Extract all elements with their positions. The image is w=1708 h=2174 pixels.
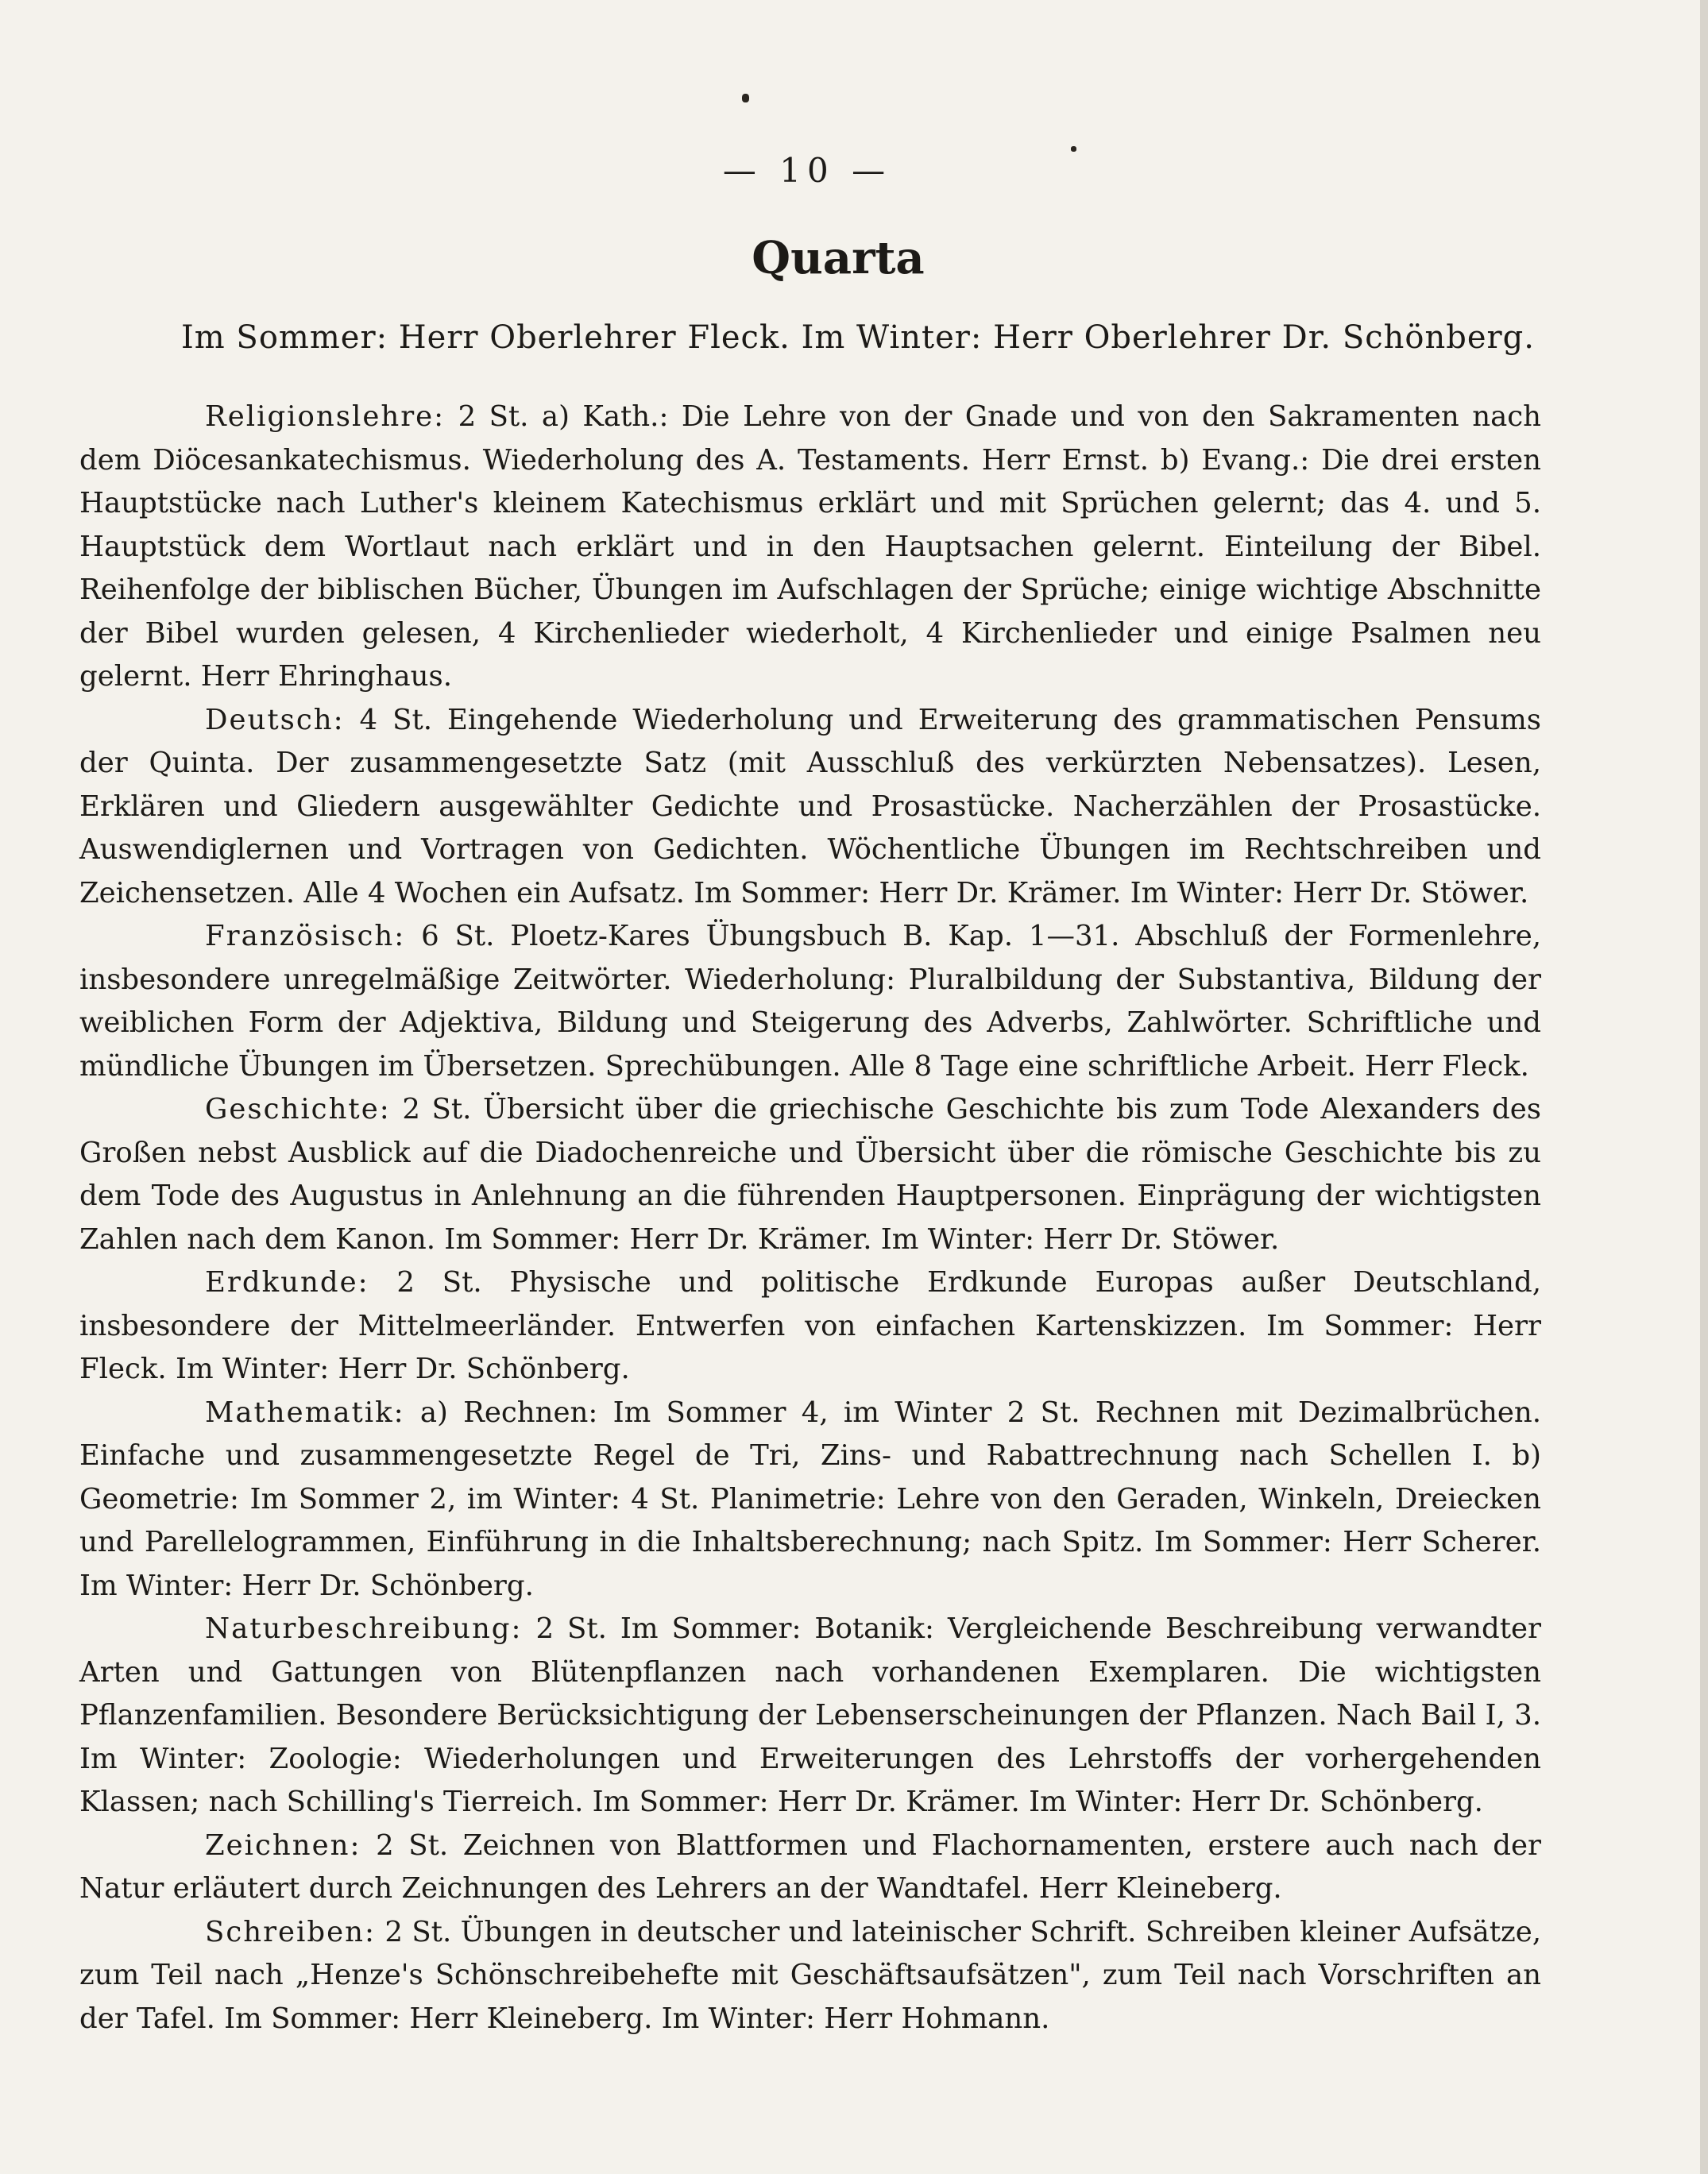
section-text: 2 St. Im Sommer: Botanik: Vergleichende Beschreibung verwandter Arten und Gattungen von Blütenpflanzen nach vorhandenen Exemplaren. Die wichtigsten Pflanzenfamilien. Besondere Berücksichtigung der Lebenserscheinungen der Pflanzen. Nach Bail I, 3. Im Winter: Zoologie: Wiederholungen und Erweiterungen des Lehrstoffs der vorhergehenden Klassen; nach Schilling's Tierreich. Im Sommer: Herr Dr. Krämer. Im Winter: Herr Dr. Schönberg. xyxy=(79,1612,1541,1818)
page-number: — 10 — xyxy=(722,151,892,190)
section-franzoesisch xyxy=(79,915,1541,1088)
ink-speck xyxy=(742,94,749,102)
section-naturbeschreibung xyxy=(79,1608,1541,1825)
section-text: 2 St. Physische und politische Erdkunde Europas außer Deutschland, insbesondere der Mittelmeerländer. Entwerfen von einfachen Kartenskizzen. Im Sommer: Herr Fleck. Im Winter: Herr Dr. Schönberg. xyxy=(79,1266,1541,1385)
subject-heading: Religionslehre: xyxy=(205,400,446,433)
section-text: 2 St. Übersicht über die griechische Geschichte bis zum Tode Alexanders des Großen nebst Ausblick auf die Diadochenreiche und Übersicht über die römische Geschichte bis zu dem Tode des Augustus in Anlehnung an die führenden Hauptpersonen. Einprägung der wichtigsten Zahlen nach dem Kanon. Im Sommer: Herr Dr. Krämer. Im Winter: Herr Dr. Stöwer. xyxy=(79,1093,1541,1256)
section-text: 4 St. Eingehende Wiederholung und Erweiterung des grammatischen Pensums der Quinta. Der zusammengesetzte Satz (mit Ausschluß des verkürzten Nebensatzes). Lesen, Erklären und Gliedern ausgewählter Gedichte und Prosastücke. Nacherzählen der Prosastücke. Auswendiglernen und Vortragen von Gedichten. Wöchentliche Übungen im Rechtschreiben und Zeichensetzen. Alle 4 Wochen ein Aufsatz. Im Sommer: Herr Dr. Krämer. Im Winter: Herr Dr. Stöwer. xyxy=(79,703,1541,909)
subject-heading: Zeichnen: xyxy=(205,1828,361,1862)
class-teachers: Im Sommer: Herr Oberlehrer Fleck. Im Winter: Herr Oberlehrer Dr. Schönberg. xyxy=(180,319,1535,356)
subject-heading: Erdkunde: xyxy=(205,1266,369,1299)
section-text: 2 St. a) Kath.: Die Lehre von der Gnade und von den Sakramenten nach dem Diöcesankatechismus. Wiederholung des A. Testaments. Herr Ernst. b) Evang.: Die drei ersten Hauptstücke nach Luther's kleinem Katechismus erklärt und mit Sprüchen gelernt; das 4. und 5. Hauptstück dem Wortlaut nach erklärt und in den Hauptsachen gelernt. Einteilung der Bibel. Reihenfolge der biblischen Bücher, Übungen im Aufschlagen der Sprüche; einige wichtige Abschnitte der Bibel wurden gelesen, 4 Kirchenlieder wiederholt, 4 Kirchenlieder und einige Psalmen neu gelernt. Herr Ehringhaus. xyxy=(79,400,1541,693)
subject-heading: Schreiben: xyxy=(205,1915,376,1948)
subject-heading: Französisch: xyxy=(205,920,406,952)
curriculum-body xyxy=(79,396,1541,2041)
section-religion xyxy=(79,396,1541,699)
page-edge xyxy=(1700,0,1708,2174)
section-erdkunde xyxy=(79,1261,1541,1392)
page-title: Quarta xyxy=(752,232,925,284)
section-text: 2 St. Übungen in deutscher und lateinischer Schrift. Schreiben kleiner Aufsätze, zum Teil nach „Henze's Schönschreibehefte mit Geschäftsaufsätzen", zum Teil nach Vorschriften an der Tafel. Im Sommer: Herr Kleineberg. Im Winter: Herr Hohmann. xyxy=(79,1915,1541,2035)
subject-heading: Mathematik: xyxy=(205,1396,405,1429)
subject-heading: Naturbeschreibung: xyxy=(205,1612,523,1645)
section-text: a) Rechnen: Im Sommer 4, im Winter 2 St. Rechnen mit Dezimalbrüchen. Einfache und zusammengesetzte Regel de Tri, Zins- und Rabattrechnung nach Schellen I. b) Geometrie: Im Sommer 2, im Winter: 4 St. Planimetrie: Lehre von den Geraden, Winkeln, Dreiecken und Parellelogrammen, Einführung in die Inhaltsberechnung; nach Spitz. Im Sommer: Herr Scherer. Im Winter: Herr Dr. Schönberg. xyxy=(79,1396,1541,1602)
subject-heading: Deutsch: xyxy=(205,703,345,736)
subject-heading: Geschichte: xyxy=(205,1093,391,1126)
section-geschichte xyxy=(79,1088,1541,1261)
section-text: 6 St. Ploetz-Kares Übungsbuch B. Kap. 1—31. Abschluß der Formenlehre, insbesondere unregelmäßige Zeitwörter. Wiederholung: Pluralbildung der Substantiva, Bildung der weiblichen Form der Adjektiva, Bildung und Steigerung des Adverbs, Zahlwörter. Schriftliche und mündliche Übungen im Übersetzen. Sprechübungen. Alle 8 Tage eine schriftliche Arbeit. Herr Fleck. xyxy=(79,920,1541,1083)
section-text: 2 St. Zeichnen von Blattformen und Flachornamenten, erstere auch nach der Natur erläutert durch Zeichnungen des Lehrers an der Wandtafel. Herr Kleineberg. xyxy=(79,1828,1541,1905)
section-mathematik xyxy=(79,1392,1541,1608)
section-deutsch xyxy=(79,699,1541,916)
section-schreiben xyxy=(79,1911,1541,2041)
section-zeichnen xyxy=(79,1825,1541,1911)
